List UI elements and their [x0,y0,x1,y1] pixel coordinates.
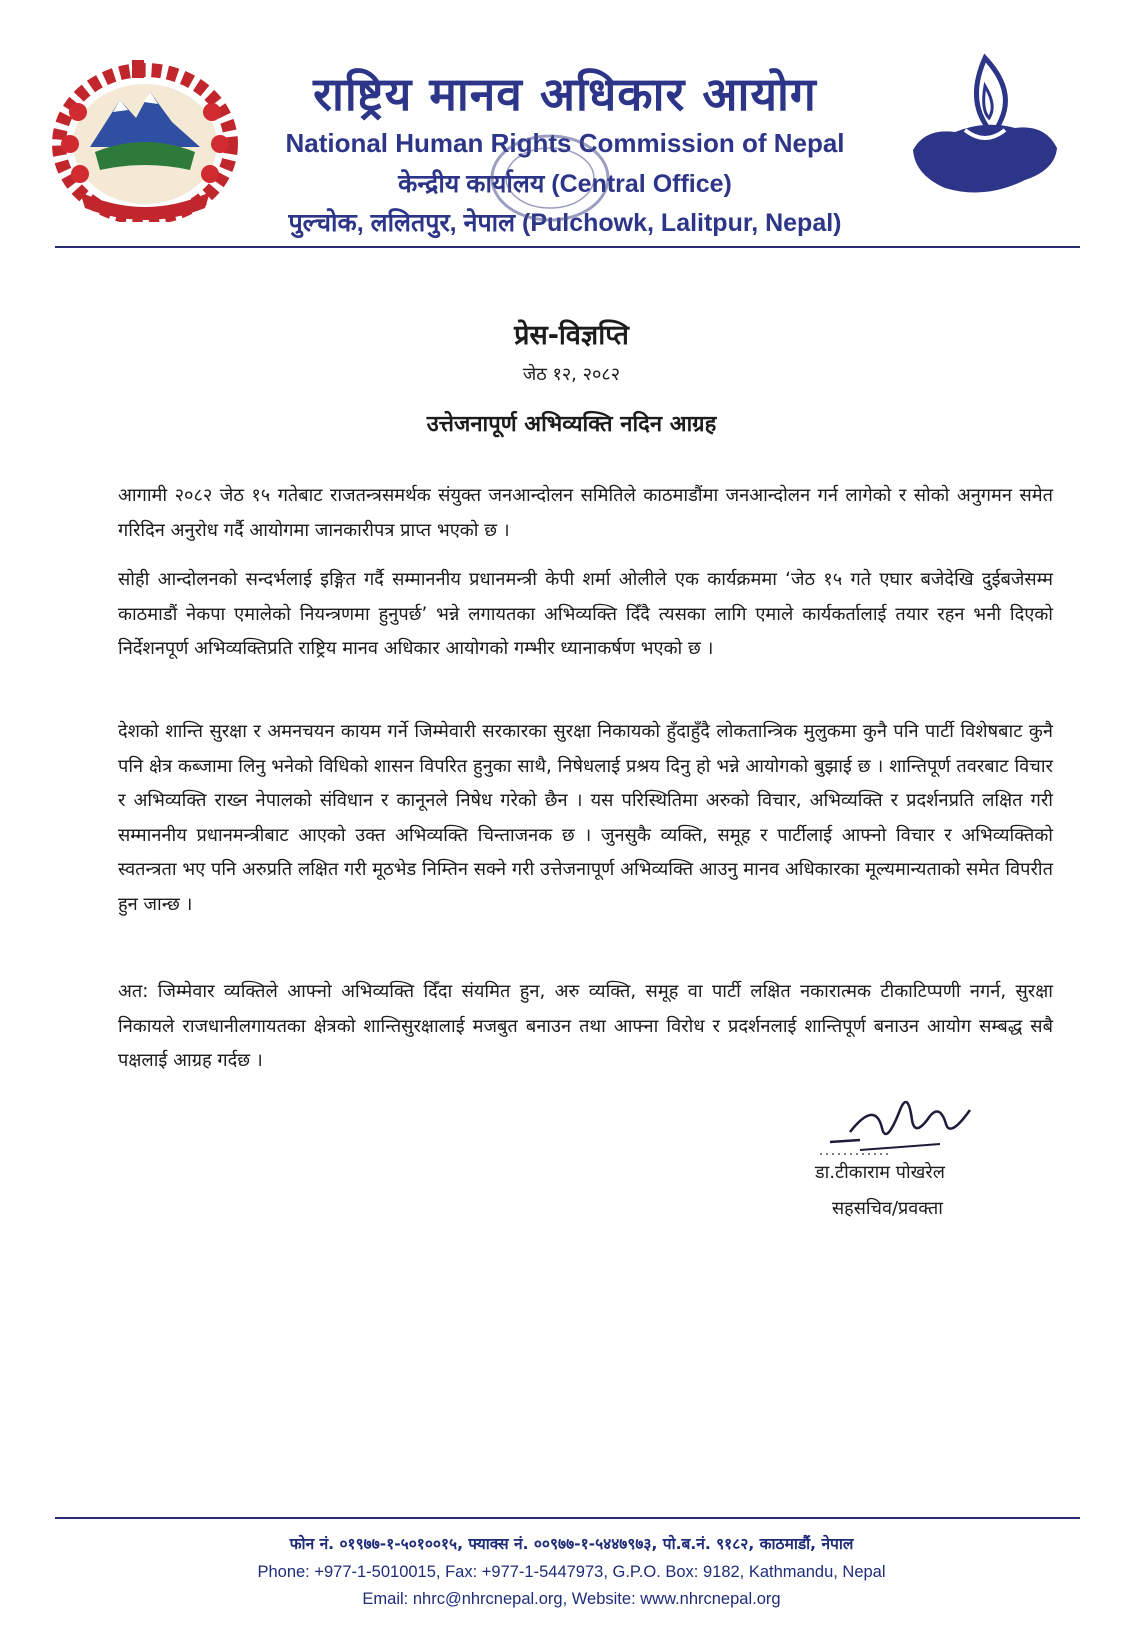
footer-contact: Phone: +977-1-5010015, Fax: +977-1-5447973, G.P.O. Box: 9182, Kathmandu, Nepal [257,1563,886,1581]
footer-email-website: Email: nhrc@nhrcnepal.org, Website: www.nhrcnepal.org [362,1590,781,1608]
signatory-title: सहसचिव/प्रवक्ता [832,1198,943,1219]
handwritten-signature-icon [820,1080,990,1160]
office-name: केन्द्रीय कार्यालय (Central Office) [398,170,732,198]
notice-subject: उत्तेजनापूर्ण अभिव्यक्ति नदिन आग्रह [426,412,717,437]
body-paragraph: आगामी २०८२ जेठ १५ गतेबाट राजतन्त्रसमर्थक संयुक्त जनआन्दोलन समितिले काठमाडौंमा जनआन्दोलन गर्न लागेको र सोको अनुगमन समेत गरिदिन अनुरोध गर्दै आयोगमा जानकारीपत्र प्राप्त भएको छ । [118,485,1053,541]
notice-title: प्रेस-विज्ञप्ति [514,320,629,351]
notice-date: जेठ १२, २०८२ [522,364,621,385]
footer-nepali-contact: फोन नं. ०१९७७-१-५०१००१५, फ्याक्स नं. ००९७७-१-५४४७९७३, पो.ब.नं. ९१८२, काठमाडौं, नेपाल [289,1535,854,1553]
body-paragraph: अत: जिम्मेवार व्यक्तिले आफ्नो अभिव्यक्ति दिँदा संयमित हुन, अरु व्यक्ति, समूह वा पार्टी लक्षित नकारात्मक टीकाटिप्पणी नगर्न, सुरक्षा निकायले राजधानीलगायतका क्षेत्रको शान्तिसुरक्षालाई मजबुत बनाउन तथा आफ्ना विरोध र प्रदर्शनलाई शान्तिपूर्ण बनाउन आयोग सम्बद्ध सबै पक्षलाई आग्रह गर्दछ । [118,981,1053,1071]
office-stamp-icon [485,128,615,228]
body-paragraph: देशको शान्ति सुरक्षा र अमनचयन कायम गर्ने जिम्मेवारी सरकारका सुरक्षा निकायको हुँदाहुँदै लोकतान्त्रिक मुलुकमा कुनै पनि पार्टी विशेषबाट कुनै पनि क्षेत्र कब्जामा लिनु भनेको विधिको शासन विपरित हुनुका साथै, निषेधलाई प्रश्रय दिनु हो भन्ने आयोगको बुझाई छ । शान्तिपूर्ण तवरबाट विचार र अभिव्यक्ति राख्न नेपालको संविधान र कानूनले निषेध गरेको छैन । यस परिस्थितिमा अरुको विचार, अभिव्यक्ति र प्रदर्शनप्रति लक्षित गरी सम्माननीय प्रधानमन्त्रीबाट आएको उक्त अभिव्यक्ति चिन्ताजनक छ । जुनसुकै व्यक्ति, समूह र पार्टीलाई आफ्नो विचार र अभिव्यक्तिको स्वतन्त्रता भए पनि अरुप्रति लक्षित गरी मूठभेड निम्तिन सक्ने गरी उत्तेजनापूर्ण अभिव्यक्ति आउनु मानव अधिकारका मूल्यमान्यताको समेत विपरीत हुन जान्छ । [118,721,1053,915]
org-name-nepali: राष्ट्रिय मानव अधिकार आयोग [313,67,817,121]
footer-divider [55,1517,1080,1519]
signatory-name: डा.टीकाराम पोखरेल [815,1162,945,1183]
body-paragraph: सोही आन्दोलनको सन्दर्भलाई इङ्गित गर्दै सम्माननीय प्रधानमन्त्री केपी शर्मा ओलीले एक कार्यक्रममा ‘जेठ १५ गते एघार बजेदेखि दुईबजेसम्म काठमाडौं नेकपा एमालेको नियन्त्रणमा हुनुपर्छ’ भन्ने लगायतका अभिव्यक्ति दिँदै त्यसका लागि एमाले कार्यकर्तालाई तयार रहन भनी दिएको निर्देशनपूर्ण अभिव्यक्तिप्रति राष्ट्रिय मानव अधिकार आयोगको गम्भीर ध्यानाकर्षण भएको छ । [118,569,1053,659]
nepal-government-emblem-icon [50,52,240,222]
office-address: पुल्चोक, ललितपुर, नेपाल (Pulchowk, Lalitpur, Nepal) [288,209,842,237]
header-divider [55,246,1080,248]
org-name-english: National Human Rights Commission of Nepal [285,128,845,158]
nhrc-flame-map-logo-icon [905,50,1065,210]
